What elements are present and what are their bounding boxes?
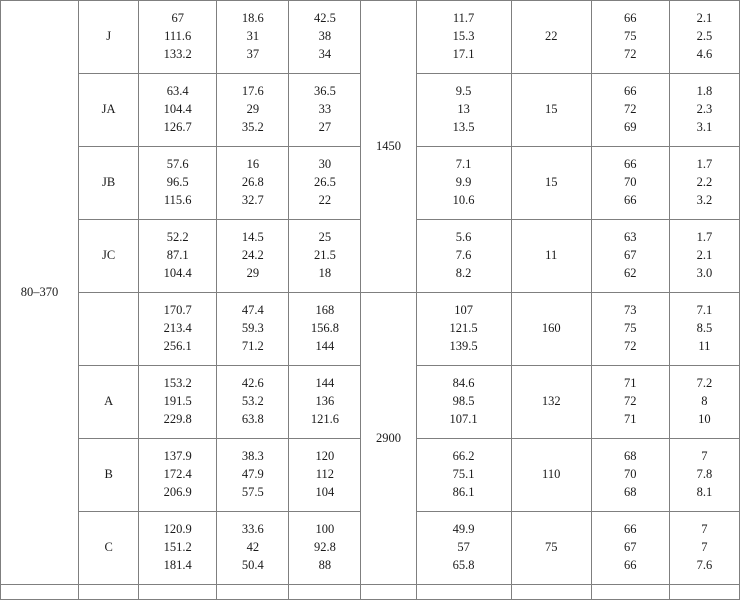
- cell-value: 7.1: [455, 157, 472, 172]
- cell-value: 72: [624, 102, 637, 117]
- cell-value: 14.5: [241, 230, 264, 245]
- value-cell-c6: [591, 1, 669, 74]
- value-cell-c7: [669, 147, 739, 220]
- value-cell-c2: [217, 1, 289, 74]
- model-cell: J: [79, 1, 139, 74]
- cell-value: 4.6: [696, 46, 713, 61]
- cell-value: 17.1: [452, 46, 475, 61]
- cell-value: 8.2: [455, 265, 472, 280]
- value-cell-c2: [217, 74, 289, 147]
- cell-value: 144: [315, 338, 335, 353]
- cell-value: 2.1: [696, 11, 713, 26]
- value-cell-c3: [289, 74, 361, 147]
- cell-value: 206.9: [163, 484, 192, 499]
- cell-value: 72: [624, 394, 637, 409]
- value-cell-c2: [217, 439, 289, 512]
- value-cell-c5: 15: [511, 74, 591, 147]
- cell-value: 100: [315, 522, 335, 537]
- cell-value: 18.6: [241, 11, 264, 26]
- value-cell-c4: [416, 512, 511, 585]
- cell-empty: [217, 585, 289, 600]
- cell-value: 7: [701, 522, 708, 537]
- value-cell-c7: [669, 293, 739, 366]
- value-cell-c1: [139, 147, 217, 220]
- cell-value: 72: [624, 46, 637, 61]
- cell-value: 52.2: [166, 230, 189, 245]
- cell-value: 32.7: [241, 192, 264, 207]
- cell-value: 112: [315, 467, 335, 482]
- cell-value: 92.8: [313, 540, 336, 555]
- cell-value: 168: [315, 303, 335, 318]
- cell-value: 10: [698, 411, 711, 426]
- model-cell: JC: [79, 220, 139, 293]
- cell-value: 29: [246, 102, 260, 117]
- cell-value: 63.8: [241, 411, 264, 426]
- cell-value: 9.9: [455, 175, 472, 190]
- cell-value: 126.7: [163, 119, 192, 134]
- value-cell-c1: [139, 366, 217, 439]
- cell-value: 137.9: [163, 449, 192, 464]
- value-cell-c6: [591, 366, 669, 439]
- cell-value: 191.5: [163, 394, 192, 409]
- cell-value: 120: [315, 449, 335, 464]
- value-cell-c3: [289, 366, 361, 439]
- cell-value: 96.5: [166, 175, 189, 190]
- value-cell-c3: [289, 439, 361, 512]
- speed-cell-2900: 2900: [361, 293, 416, 585]
- cell-value: 139.5: [449, 338, 478, 353]
- cell-value: 120.9: [163, 522, 192, 537]
- value-cell-c1: [139, 220, 217, 293]
- cell-empty: [139, 585, 217, 600]
- value-cell-c4: [416, 147, 511, 220]
- model-cell: C: [79, 512, 139, 585]
- value-cell-c5: 160: [511, 293, 591, 366]
- cell-value: 7: [701, 449, 708, 464]
- table-row: [1, 293, 740, 366]
- cell-value: 7.1: [696, 303, 713, 318]
- value-cell-c2: [217, 293, 289, 366]
- model-cell: A: [79, 366, 139, 439]
- cell-empty: [289, 585, 361, 600]
- cell-value: 67: [624, 540, 637, 555]
- value-cell-c3: [289, 1, 361, 74]
- cell-value: 66.2: [452, 449, 475, 464]
- cell-value: 121.6: [310, 411, 339, 426]
- cell-value: 133.2: [163, 46, 192, 61]
- value-cell-c6: [591, 439, 669, 512]
- table-row: [1, 1, 740, 74]
- cell-value: 3.2: [696, 192, 713, 207]
- value-cell-c3: [289, 512, 361, 585]
- cell-value: 42: [246, 540, 260, 555]
- cell-empty: [79, 585, 139, 600]
- cell-value: 229.8: [163, 411, 192, 426]
- cell-value: 68: [624, 449, 637, 464]
- value-cell-c2: [217, 220, 289, 293]
- cell-value: 75.1: [452, 467, 475, 482]
- value-cell-c5: 110: [511, 439, 591, 512]
- cell-value: 66: [624, 157, 637, 172]
- cell-value: 31: [246, 29, 260, 44]
- cell-value: 35.2: [241, 119, 264, 134]
- cell-value: 26.5: [313, 175, 336, 190]
- cell-value: 5.6: [455, 230, 472, 245]
- value-cell-c6: [591, 220, 669, 293]
- model-cell: JA: [79, 74, 139, 147]
- cell-value: 22: [318, 192, 332, 207]
- value-cell-c6: [591, 147, 669, 220]
- cell-empty: [1, 585, 79, 600]
- value-cell-c5: 75: [511, 512, 591, 585]
- value-cell-c7: [669, 512, 739, 585]
- cell-value: 57.5: [241, 484, 264, 499]
- value-cell-c3: [289, 220, 361, 293]
- value-cell-c3: [289, 147, 361, 220]
- cell-value: 7.6: [696, 557, 713, 572]
- cell-value: 59.3: [241, 321, 264, 336]
- cell-value: 38.3: [241, 449, 264, 464]
- cell-value: 53.2: [241, 394, 264, 409]
- model-cell: B: [79, 439, 139, 512]
- cell-value: 29: [246, 265, 260, 280]
- cell-value: 151.2: [163, 540, 192, 555]
- cell-value: 107.1: [449, 411, 478, 426]
- value-cell-c7: [669, 1, 739, 74]
- cell-value: 98.5: [452, 394, 475, 409]
- value-cell-c1: [139, 293, 217, 366]
- cell-empty: [591, 585, 669, 600]
- cell-value: 10.6: [452, 192, 475, 207]
- cell-value: 34: [318, 46, 332, 61]
- cell-value: 111.6: [164, 29, 192, 44]
- cell-value: 8.1: [696, 484, 713, 499]
- cell-value: 18: [318, 265, 332, 280]
- cell-value: 30: [318, 157, 332, 172]
- cell-value: 42.5: [313, 11, 336, 26]
- cell-value: 33.6: [241, 522, 264, 537]
- cell-value: 181.4: [163, 557, 192, 572]
- cell-value: 17.6: [241, 84, 264, 99]
- value-cell-c5: 22: [511, 1, 591, 74]
- model-cell: JB: [79, 147, 139, 220]
- value-cell-c1: [139, 439, 217, 512]
- cell-value: 86.1: [452, 484, 475, 499]
- value-cell-c6: [591, 512, 669, 585]
- cell-empty: [416, 585, 511, 600]
- value-cell-c5: 11: [511, 220, 591, 293]
- cell-value: 26.8: [241, 175, 264, 190]
- cell-value: 57: [457, 540, 470, 555]
- value-cell-c7: [669, 366, 739, 439]
- value-cell-c5: 132: [511, 366, 591, 439]
- value-cell-c1: [139, 74, 217, 147]
- cell-value: 7.2: [696, 376, 713, 391]
- cell-value: 11: [698, 338, 711, 353]
- cell-value: 1.7: [696, 157, 713, 172]
- cell-value: 121.5: [449, 321, 478, 336]
- value-cell-c2: [217, 366, 289, 439]
- cell-value: 9.5: [455, 84, 472, 99]
- cell-value: 71: [624, 411, 637, 426]
- cell-value: 67: [624, 248, 637, 263]
- table-row-partial: [1, 585, 740, 600]
- cell-value: 16: [246, 157, 260, 172]
- value-cell-c4: [416, 293, 511, 366]
- cell-value: 70: [624, 467, 637, 482]
- cell-value: 7.8: [696, 467, 713, 482]
- cell-value: 107: [454, 303, 473, 318]
- value-cell-c2: [217, 512, 289, 585]
- cell-value: 75: [624, 321, 637, 336]
- cell-value: 170.7: [163, 303, 192, 318]
- cell-value: 2.2: [696, 175, 713, 190]
- cell-value: 153.2: [163, 376, 192, 391]
- cell-value: 2.5: [696, 29, 713, 44]
- cell-value: 3.0: [696, 265, 713, 280]
- range-label-cell: [1, 1, 79, 585]
- cell-value: 66: [624, 192, 637, 207]
- cell-value: 156.8: [310, 321, 339, 336]
- cell-value: 21.5: [313, 248, 336, 263]
- cell-value: 65.8: [452, 557, 475, 572]
- cell-value: 24.2: [241, 248, 264, 263]
- cell-value: 57.6: [166, 157, 189, 172]
- value-cell-c1: [139, 1, 217, 74]
- value-cell-c7: [669, 74, 739, 147]
- cell-value: 8: [701, 394, 708, 409]
- value-cell-c4: [416, 366, 511, 439]
- value-cell-c3: [289, 293, 361, 366]
- value-cell-c5: 15: [511, 147, 591, 220]
- cell-value: 71.2: [241, 338, 264, 353]
- cell-value: 71: [624, 376, 637, 391]
- cell-value: 13.5: [452, 119, 475, 134]
- cell-empty: [511, 585, 591, 600]
- cell-value: 66: [624, 11, 637, 26]
- cell-value: 136: [315, 394, 335, 409]
- cell-value: 88: [318, 557, 332, 572]
- value-cell-c4: [416, 220, 511, 293]
- cell-value: 256.1: [163, 338, 192, 353]
- speed-cell-1450: 1450: [361, 1, 416, 293]
- cell-value: 47.4: [241, 303, 264, 318]
- value-cell-c2: [217, 147, 289, 220]
- cell-value: 67: [171, 11, 184, 26]
- cell-value: 11.7: [452, 11, 475, 26]
- cell-value: 104.4: [163, 265, 192, 280]
- cell-value: 3.1: [696, 119, 713, 134]
- cell-value: 37: [246, 46, 260, 61]
- cell-value: 72: [624, 338, 637, 353]
- value-cell-c4: [416, 74, 511, 147]
- value-cell-c7: [669, 220, 739, 293]
- cell-value: 66: [624, 522, 637, 537]
- cell-value: 87.1: [166, 248, 189, 263]
- cell-value: 62: [624, 265, 637, 280]
- value-cell-c6: [591, 74, 669, 147]
- cell-value: 7.6: [455, 248, 472, 263]
- cell-value: 69: [624, 119, 637, 134]
- cell-value: 27: [318, 119, 332, 134]
- value-cell-c4: [416, 439, 511, 512]
- model-cell: [79, 293, 139, 366]
- cell-value: 2.3: [696, 102, 713, 117]
- cell-value: 2.1: [696, 248, 713, 263]
- cell-value: 104.4: [163, 102, 192, 117]
- cell-value: 8.5: [696, 321, 713, 336]
- cell-value: 36.5: [313, 84, 336, 99]
- cell-value: 49.9: [452, 522, 475, 537]
- cell-value: 13: [457, 102, 470, 117]
- cell-value: 63: [624, 230, 637, 245]
- cell-empty: [361, 585, 416, 600]
- cell-value: 115.6: [163, 192, 192, 207]
- cell-value: 33: [318, 102, 332, 117]
- cell-value: 25: [318, 230, 332, 245]
- cell-value: 50.4: [241, 557, 264, 572]
- cell-value: 1.7: [696, 230, 713, 245]
- cell-empty: [669, 585, 739, 600]
- cell-value: 15.3: [452, 29, 475, 44]
- cell-value: 84.6: [452, 376, 475, 391]
- cell-value: 7: [701, 540, 708, 555]
- value-cell-c1: [139, 512, 217, 585]
- cell-value: 1.8: [696, 84, 713, 99]
- cell-value: 47.9: [241, 467, 264, 482]
- cell-value: 75: [624, 29, 637, 44]
- cell-value: 104: [315, 484, 335, 499]
- range-label: 80–370: [20, 284, 59, 299]
- value-cell-c7: [669, 439, 739, 512]
- cell-value: 63.4: [166, 84, 189, 99]
- cell-value: 70: [624, 175, 637, 190]
- cell-value: 68: [624, 484, 637, 499]
- cell-value: 73: [624, 303, 637, 318]
- cell-value: 66: [624, 84, 637, 99]
- value-cell-c6: [591, 293, 669, 366]
- cell-value: 213.4: [163, 321, 192, 336]
- cell-value: 144: [315, 376, 335, 391]
- cell-value: 42.6: [241, 376, 264, 391]
- cell-value: 172.4: [163, 467, 192, 482]
- cell-value: 38: [318, 29, 332, 44]
- cell-value: 66: [624, 557, 637, 572]
- value-cell-c4: [416, 1, 511, 74]
